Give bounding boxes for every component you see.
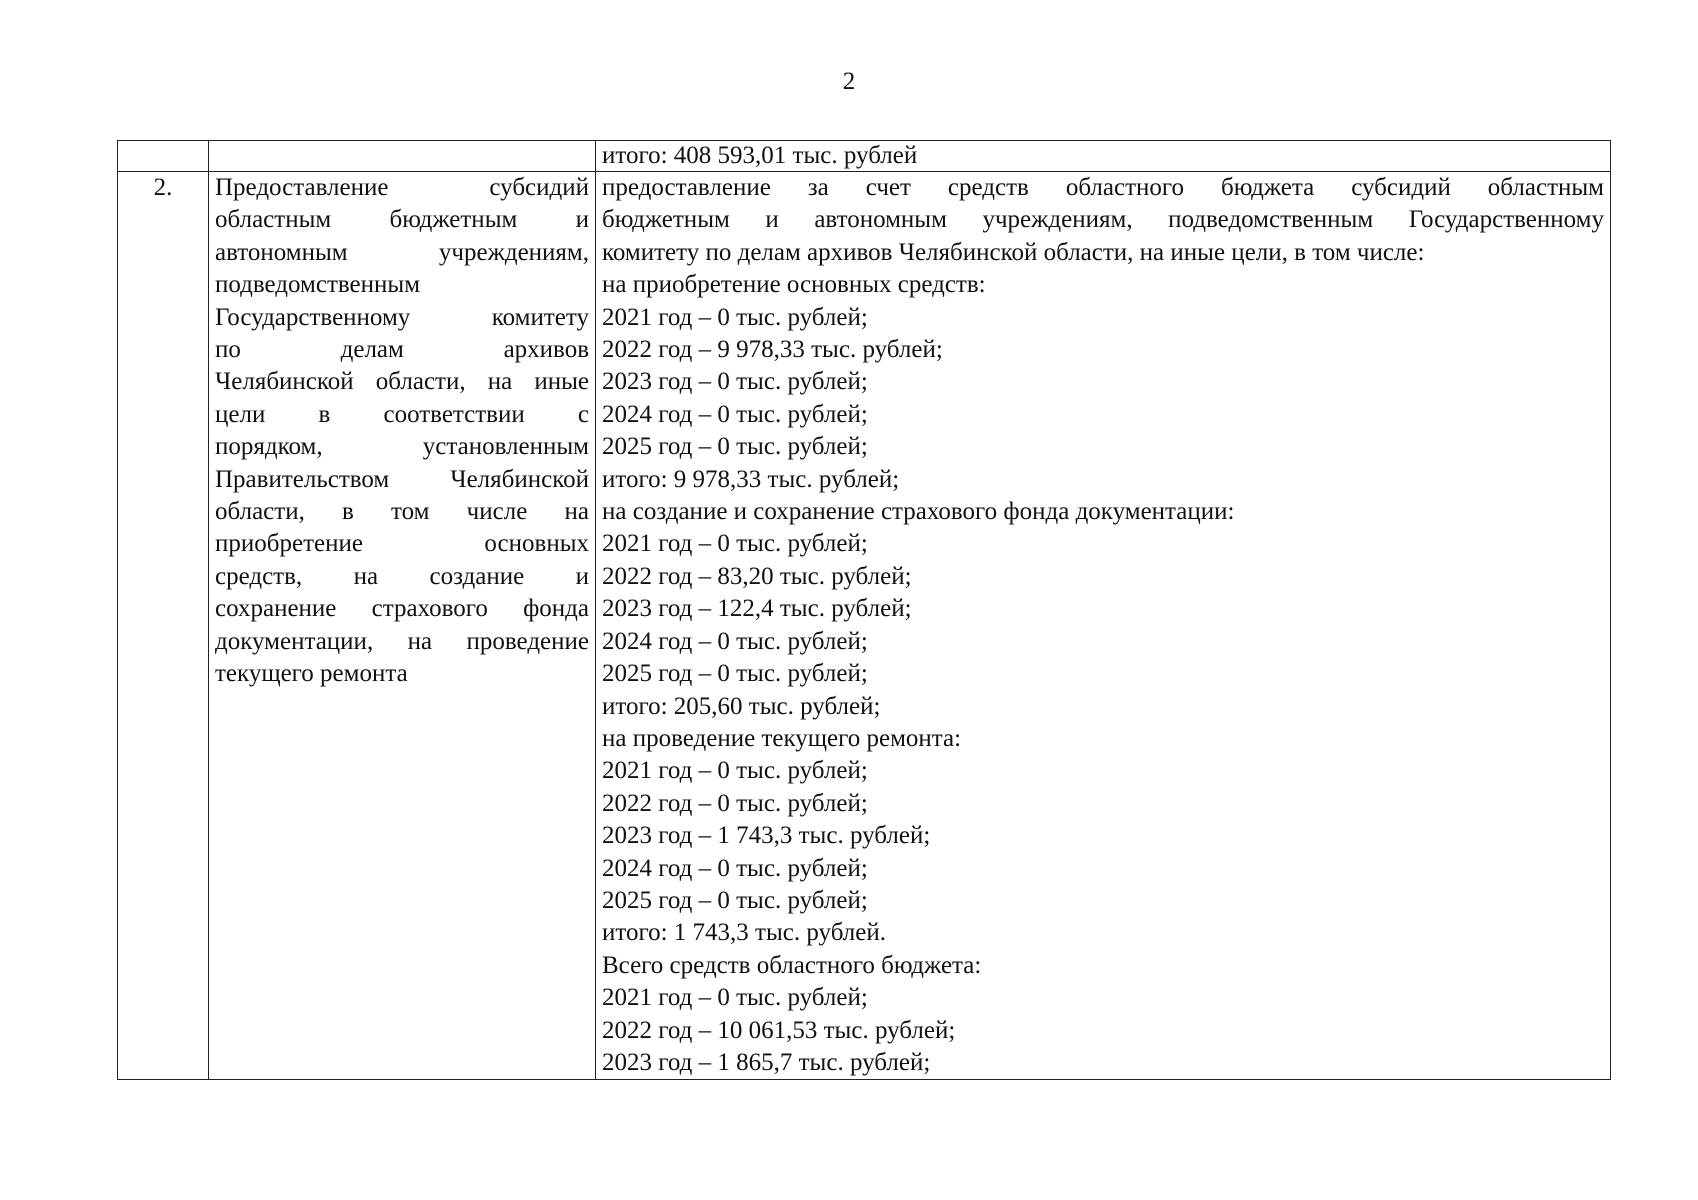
funding-line: 2021 год – 0 тыс. рублей; <box>602 984 868 1012</box>
description-line: Челябинской области, на иные <box>215 368 589 396</box>
description-line: областным бюджетным и <box>215 206 589 234</box>
funding-line: на создание и сохранение страхового фонда документации: <box>602 498 1235 526</box>
page-number: 2 <box>842 68 856 95</box>
description-cell <box>209 141 596 172</box>
funding-line: 2023 год – 122,4 тыс. рублей; <box>602 595 912 623</box>
funding-line: комитету по делам архивов Челябинской области, на иные цели, в том числе: <box>602 238 1425 266</box>
description-line: автономным учреждениям, <box>215 238 589 266</box>
funding-cell <box>596 172 1611 1080</box>
description-line: приобретение основных <box>215 530 589 558</box>
measure-description <box>215 172 589 691</box>
funding-cell <box>596 141 1611 172</box>
funding-line: 2024 год – 0 тыс. рублей; <box>602 854 868 882</box>
description-line: цели в соответствии с <box>215 400 589 428</box>
description-cell <box>209 172 596 1080</box>
description-line: документации, на проведение <box>215 627 589 655</box>
funding-line: 2022 год – 83,20 тыс. рублей; <box>602 562 912 590</box>
funding-line: 2023 год – 1 865,7 тыс. рублей; <box>602 1048 931 1076</box>
funding-line: итого: 205,60 тыс. рублей; <box>602 692 881 720</box>
funding-line: на проведение текущего ремонта: <box>602 724 962 752</box>
funding-table <box>117 140 1611 1080</box>
funding-line: 2022 год – 9 978,33 тыс. рублей; <box>602 336 943 364</box>
description-line: Правительством Челябинской <box>215 465 589 493</box>
funding-line: 2022 год – 10 061,53 тыс. рублей; <box>602 1016 956 1044</box>
funding-line: на приобретение основных средств: <box>602 271 986 299</box>
funding-line: бюджетным и автономным учреждениям, подведомственным Государственному <box>602 206 1604 234</box>
funding-line: 2024 год – 0 тыс. рублей; <box>602 627 868 655</box>
row-number-cell <box>118 141 209 172</box>
description-line: по делам архивов <box>215 336 589 364</box>
funding-line: 2023 год – 0 тыс. рублей; <box>602 368 868 396</box>
funding-line: предоставление за счет средств областного бюджета субсидий областным <box>602 174 1604 201</box>
funding-line: итого: 1 743,3 тыс. рублей. <box>602 919 887 947</box>
description-line: текущего ремонта <box>215 660 408 688</box>
description-line: порядком, установленным <box>215 433 589 461</box>
description-line: Государственному комитету <box>215 303 589 331</box>
funding-line: 2025 год – 0 тыс. рублей; <box>602 660 868 688</box>
funding-line: 2021 год – 0 тыс. рублей; <box>602 303 868 331</box>
funding-line: 2021 год – 0 тыс. рублей; <box>602 757 868 785</box>
funding-line: 2025 год – 0 тыс. рублей; <box>602 886 868 914</box>
row-number-cell <box>118 172 209 1080</box>
funding-breakdown <box>602 172 1604 1079</box>
funding-line: 2024 год – 0 тыс. рублей; <box>602 400 868 428</box>
row-number: 2. <box>153 174 173 201</box>
funding-line: 2021 год – 0 тыс. рублей; <box>602 530 868 558</box>
previous-total: итого: 408 593,01 тыс. рублей <box>602 142 918 169</box>
funding-line: 2025 год – 0 тыс. рублей; <box>602 433 868 461</box>
description-line: области, в том числе на <box>215 498 589 526</box>
table-row-2 <box>118 172 1611 1080</box>
table-row-continuation <box>118 141 1611 172</box>
funding-line: итого: 9 978,33 тыс. рублей; <box>602 465 900 493</box>
funding-line: 2023 год – 1 743,3 тыс. рублей; <box>602 822 931 850</box>
description-line: Предоставление субсидий <box>215 174 589 201</box>
description-line: сохранение страхового фонда <box>215 595 589 623</box>
funding-line: 2022 год – 0 тыс. рублей; <box>602 789 868 817</box>
funding-line: Всего средств областного бюджета: <box>602 951 982 979</box>
description-line: средств, на создание и <box>215 562 589 590</box>
description-line: подведомственным <box>215 271 421 299</box>
